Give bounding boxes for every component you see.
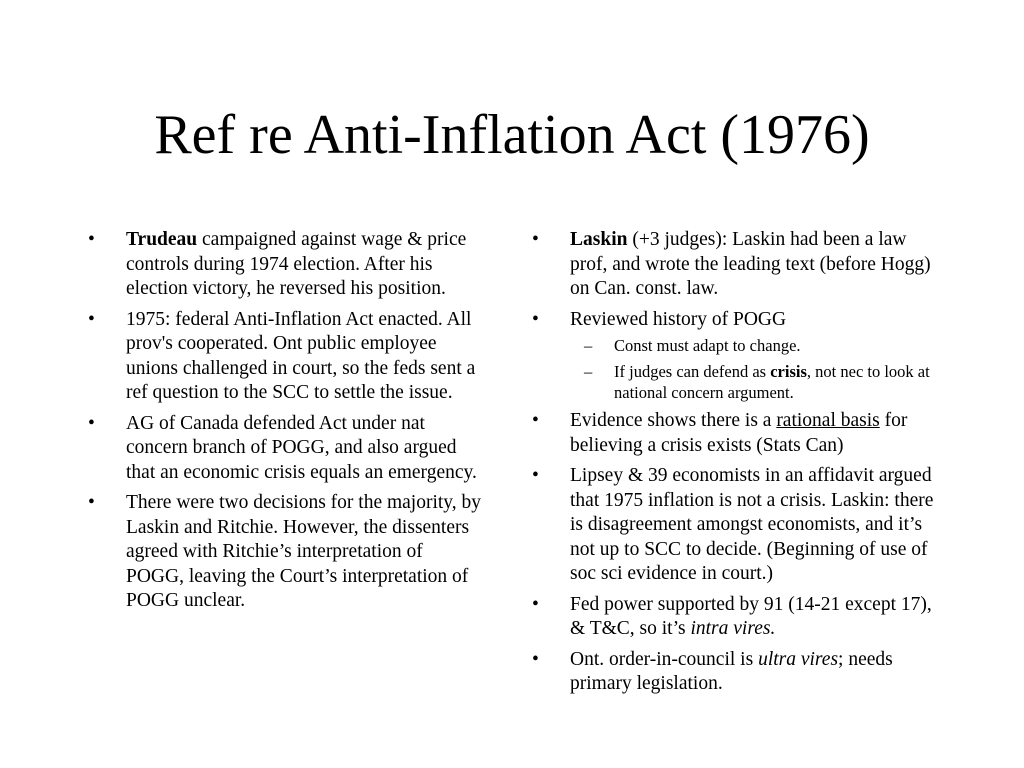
bullet-text: Evidence shows there is a [570, 410, 777, 431]
italic-term: intra vires. [690, 618, 776, 639]
dash-icon: – [584, 336, 593, 355]
bullet-text: There were two decisions for the majority, by Laskin and Ritchie. However, the dissenters agreed with Ritchie’s interpretation of POGG, leaving the Court’s interpretation of POGG unclear. [126, 492, 482, 611]
bullet-text: (+3 judges): Laskin had been a law prof, and wrote the leading text (before Hogg) on Can. const. law. [570, 229, 931, 299]
bullet-icon: • [532, 465, 539, 486]
bullet-text: AG of Canada defended Act under nat concern branch of POGG, and also argued that an economic crisis equals an emergency. [126, 412, 477, 483]
right-column [528, 228, 948, 703]
bullet-icon: • [532, 229, 539, 250]
bullet-text: ; needs primary legislation. [570, 648, 893, 694]
bullet-icon: • [532, 648, 539, 670]
sub-bullet-text: If judges can defend as [614, 362, 771, 381]
sub-bullet-const-adapt [570, 335, 948, 356]
bullet-icon: • [88, 412, 95, 434]
bullet-text: 1975: federal Anti-Inflation Act enacted. All prov's cooperated. Ont public employee unions challenged in court, so the feds sent a ref question to the SCC to settle the issue. [126, 308, 476, 403]
left-bullet-ag-canada [84, 412, 484, 486]
left-column [84, 228, 484, 620]
dash-icon: – [584, 362, 593, 381]
bullet-icon: • [532, 308, 539, 330]
bullet-icon: • [88, 229, 95, 250]
bullet-text: Reviewed history of POGG [570, 308, 787, 330]
left-bullet-1975 [84, 308, 484, 406]
sub-bullet-text: Const must adapt to change. [614, 336, 801, 355]
sub-bullet-bold-term: crisis [770, 362, 807, 381]
right-bullet-fed-power [528, 593, 948, 642]
bullet-bold-term: Laskin [570, 229, 628, 250]
left-bullet-decisions [84, 491, 484, 614]
italic-term: ultra vires [758, 648, 839, 670]
left-bullet-trudeau [84, 228, 484, 302]
bullet-text: Ont. order-in-council is [570, 648, 759, 670]
right-bullet-laskin [528, 228, 948, 302]
sub-list [570, 335, 948, 403]
bullet-icon: • [88, 492, 95, 513]
right-bullet-evidence [528, 409, 948, 458]
underlined-term: rational basis [776, 410, 880, 431]
bullet-bold-term: Trudeau [126, 229, 198, 250]
bullet-text: for believing a crisis exists (Stats Can) [570, 410, 908, 456]
right-bullet-pogg-history [528, 308, 948, 404]
bullet-icon: • [532, 593, 539, 615]
right-bullet-lipsey [528, 464, 948, 587]
sub-bullet-text: , not nec to look at national concern argument. [614, 362, 930, 402]
bullet-icon: • [88, 308, 95, 330]
bullet-text: Lipsey & 39 economists in an affidavit argued that 1975 inflation is not a crisis. Laskin: there is disagreement amongst economists, and it’s not up to SCC to decide. (Beginning of use of soc sci evidence in court.) [570, 465, 934, 584]
bullet-text: campaigned against wage & price controls during 1974 election. After his election victory, he reversed his position. [126, 229, 467, 299]
right-bullet-ont-order [528, 648, 948, 697]
slide-title: Ref re Anti-Inflation Act (1976) [154, 104, 870, 166]
sub-bullet-crisis [570, 361, 948, 403]
bullet-icon: • [532, 410, 539, 431]
bullet-text: Fed power supported by 91 (14-21 except 17), & T&C, so it’s [570, 593, 932, 639]
